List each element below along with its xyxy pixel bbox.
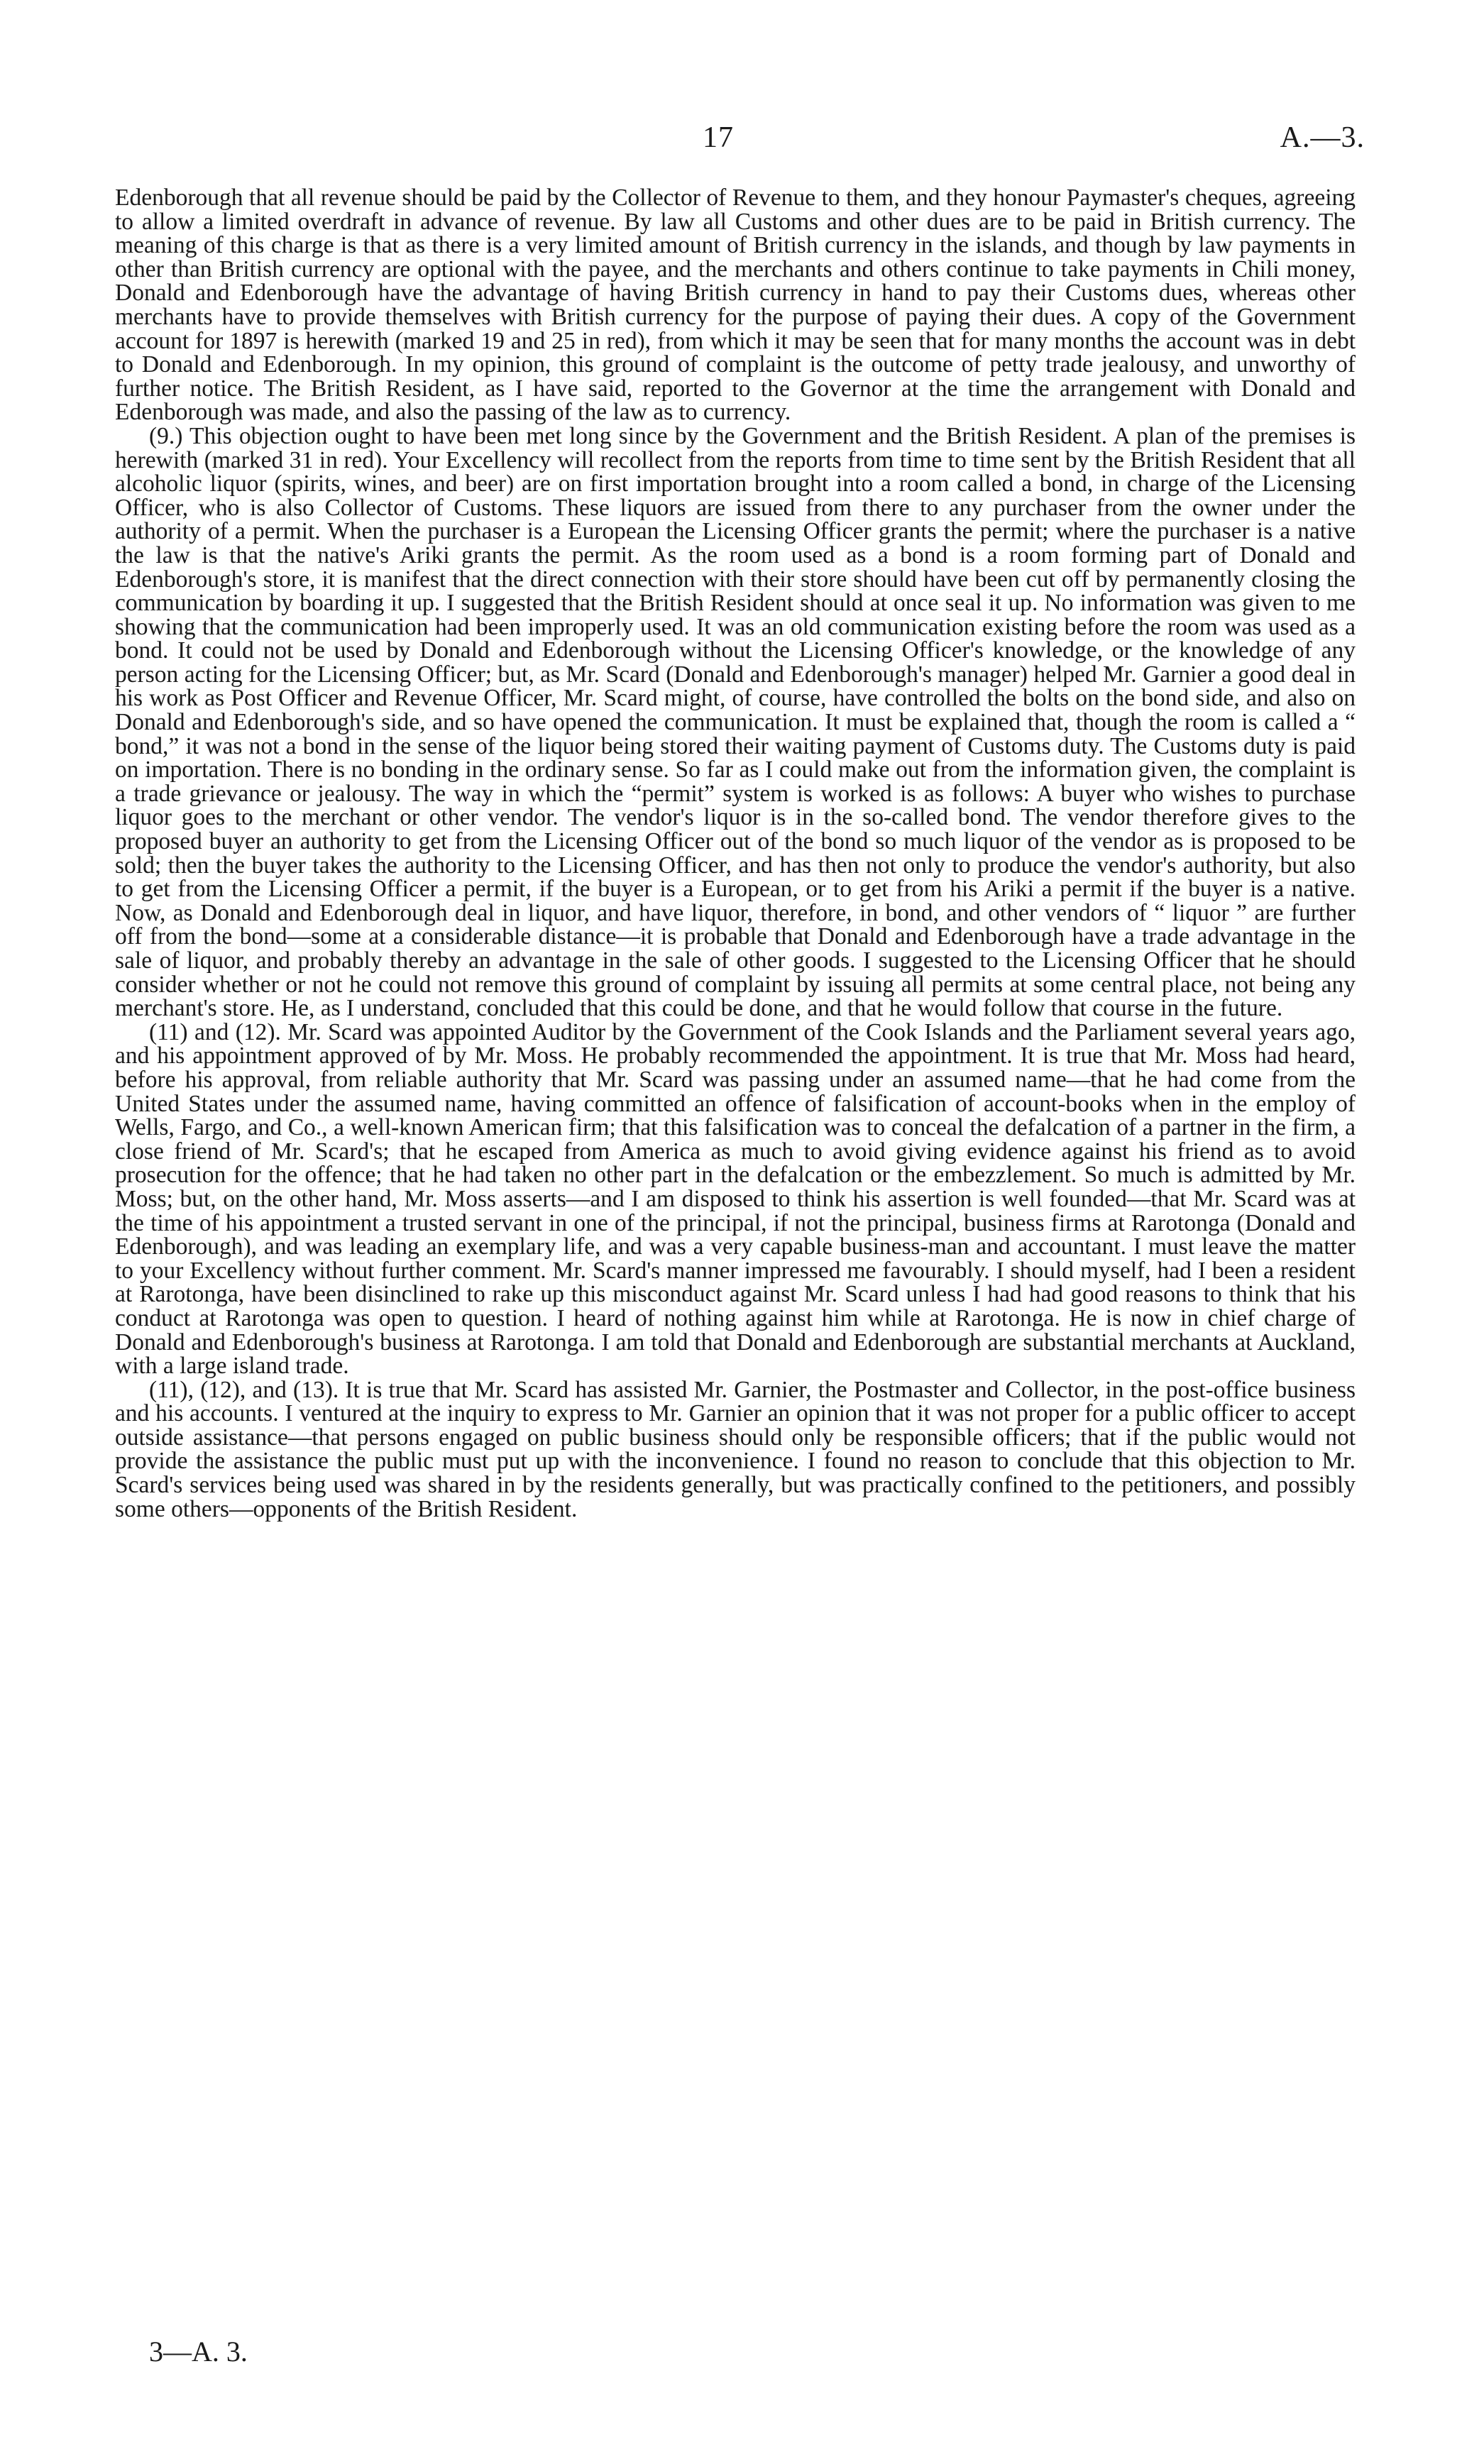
paragraph-items-11-12-13: (11), (12), and (13). It is true that Mr. Scard has assisted Mr. Garnier, the Postmaster and Collector, in the post-office business and his accounts. I ventured at the inquiry to express to Mr. Garnier an opinion that it was not proper for a public officer to accept outside assistance—that persons engaged on public business should only be responsible officers; that if the public would not provide the assistance the public must put up with the inconvenience. I found no reason to conclude that this objection to Mr. Scard's services being used was shared in by the residents generally, but was practically confined to the petitioners, and possibly some others—opponents of the British Resident. [115, 1376, 1356, 1522]
page-number: 17 [703, 121, 734, 154]
paragraph-continuation: Edenborough that all revenue should be paid by the Collector of Revenue to them, and they honour Paymaster's cheques, agreeing to allow a limited overdraft in advance of revenue. By law all Customs and other dues are to be paid in British currency. The meaning of this charge is that as there is a very limited amount of British currency in the islands, and though by law payments in other than British currency are optional with the payee, and the merchants and others continue to take payments in Chili money, Donald and Edenborough have the advantage of having British currency in hand to pay their Customs dues, whereas other merchants have to provide themselves with British currency for the purpose of paying their dues. A copy of the Government account for 1897 is herewith (marked 19 and 25 in red), from which it may be seen that for many months the account was in debt to Donald and Edenborough. In my opinion, this ground of complaint is the outcome of petty trade jealousy, and unworthy of further notice. The British Resident, as I have said, reported to the Governor at the time the arrangement with Donald and Edenborough was made, and also the passing of the law as to currency. [115, 185, 1356, 426]
paragraph-items-11-12: (11) and (12). Mr. Scard was appointed Auditor by the Government of the Cook Islands and the Parliament several years ago, and his appointment approved of by Mr. Moss. He probably recommended the appointment. It is true that Mr. Moss had heard, before his approval, from reliable authority that Mr. Scard was passing under an assumed name—that he had come from the United States under the assumed name, having committed an offence of falsification of account-books when in the employ of Wells, Fargo, and Co., a well-known American firm; that this falsification was to conceal the defalcation of a partner in the firm, a close friend of Mr. Scard's; that he escaped from America as much to avoid giving evidence against his friend as to avoid prosecution for the offence; that he had taken no other part in the defalcation or the embezzlement. So much is admitted by Mr. Moss; but, on the other hand, Mr. Moss asserts—and I am disposed to think his assertion is well founded—that Mr. Scard was at the time of his appointment a trusted servant in one of the principal, if not the principal, business firms at Rarotonga (Donald and Edenborough), and was leading an exemplary life, and was a very capable business-man and accountant. I must leave the matter to your Excellency without further comment. Mr. Scard's manner impressed me favourably. I should myself, had I been a resident at Rarotonga, have been disinclined to rake up this misconduct against Mr. Scard unless I had had good reasons to think that his conduct at Rarotonga was open to question. I heard of nothing against him while at Rarotonga. He is now in chief charge of Donald and Edenborough's business at Rarotonga. I am told that Donald and Edenborough are substantial merchants at Auckland, with a large island trade. [115, 1018, 1356, 1380]
body-text [115, 186, 1356, 1521]
signature-mark: 3—A. 3. [149, 2336, 248, 2367]
paragraph-item-9: (9.) This objection ought to have been met long since by the Government and the British Resident. A plan of the premises is herewith (marked 31 in red). Your Excellency will recollect from the reports from time to time sent by the British Resident that all alcoholic liquor (spirits, wines, and beer) are on first importation brought into a room called a bond, in charge of the Licensing Officer, who is also Collector of Customs. These liquors are issued from there to any purchaser from the owner under the authority of a permit. When the purchaser is a European the Licensing Officer grants the permit; where the purchaser is a native the law is that the native's Ariki grants the permit. As the room used as a bond is a room forming part of Donald and Edenborough's store, it is manifest that the direct connection with their store should have been cut off by permanently closing the communication by boarding it up. I suggested that the British Resident should at once seal it up. No information was given to me showing that the communication had been improperly used. It was an old communication existing before the room was used as a bond. It could not be used by Donald and Edenborough without the Licensing Officer's knowledge, or the knowledge of any person acting for the Licensing Officer; but, as Mr. Scard (Donald and Edenborough's manager) helped Mr. Garnier a good deal in his work as Post Officer and Revenue Officer, Mr. Scard might, of course, have controlled the bolts on the bond side, and also on Donald and Edenborough's side, and so have opened the communication. It must be explained that, though the room is called a “ bond,” it was not a bond in the sense of the liquor being stored their waiting payment of Customs duty. The Customs duty is paid on importation. There is no bonding in the ordinary sense. So far as I could make out from the information given, the complaint is a trade grievance or jealousy. The way in which the “permit” system is worked is as follows: A buyer who wishes to purchase liquor goes to the merchant or other vendor. The vendor's liquor is in the so-called bond. The vendor therefore gives to the proposed buyer an authority to get from the Licensing Officer out of the bond so much liquor of the vendor as is proposed to be sold; then the buyer takes the authority to the Licensing Officer, and has then not only to produce the vendor's authority, but also to get from the Licensing Officer a permit, if the buyer is a European, or to get from his Ariki a permit if the buyer is a native. Now, as Donald and Edenborough deal in liquor, and have liquor, therefore, in bond, and other vendors of “ liquor ” are further off from the bond—some at a considerable distance—it is probable that Donald and Edenborough have a trade advantage in the sale of liquor, and probably thereby an advantage in the sale of other goods. I suggested to the Licensing Officer that he should consider whether or not he could not remove this ground of complaint by issuing all permits at some central place, not being any merchant's store. He, as I understand, concluded that this could be done, and that he would follow that course in the future. [115, 422, 1356, 1022]
document-reference: A.—3. [1280, 121, 1365, 154]
